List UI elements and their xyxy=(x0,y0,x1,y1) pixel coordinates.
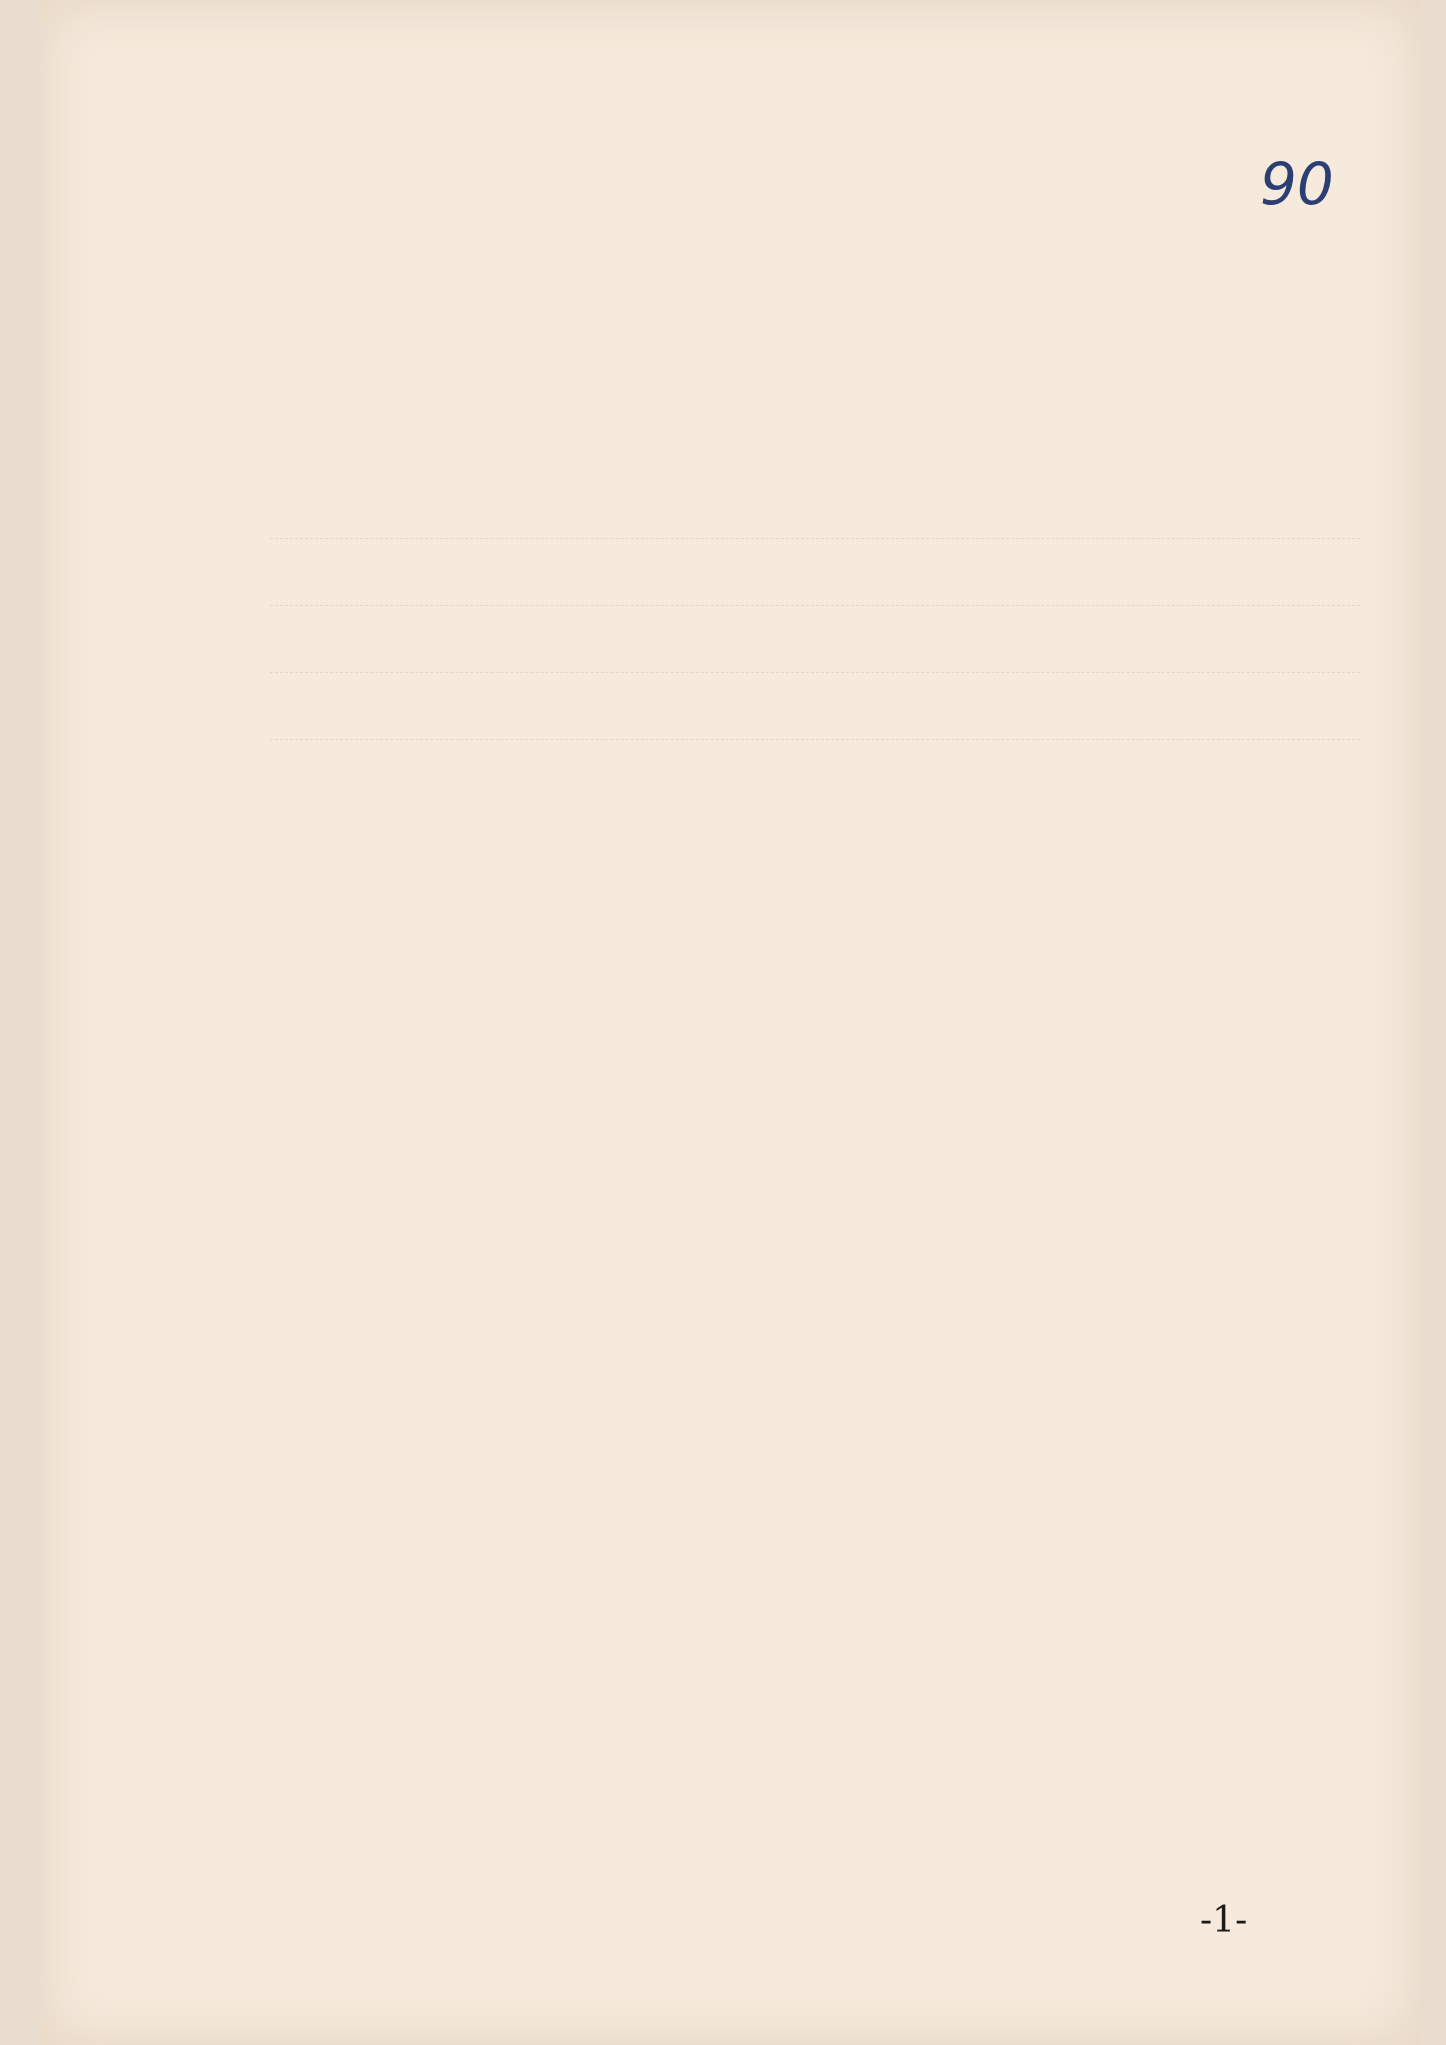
handwritten-page-number: 90 xyxy=(1260,150,1334,218)
document-page xyxy=(40,0,1420,2045)
paragraph xyxy=(270,614,1360,673)
document-body xyxy=(270,480,1360,748)
paragraph xyxy=(270,480,1360,539)
page-number: -1- xyxy=(1200,1900,1248,1941)
paragraph xyxy=(270,681,1360,740)
paragraph xyxy=(270,547,1360,606)
